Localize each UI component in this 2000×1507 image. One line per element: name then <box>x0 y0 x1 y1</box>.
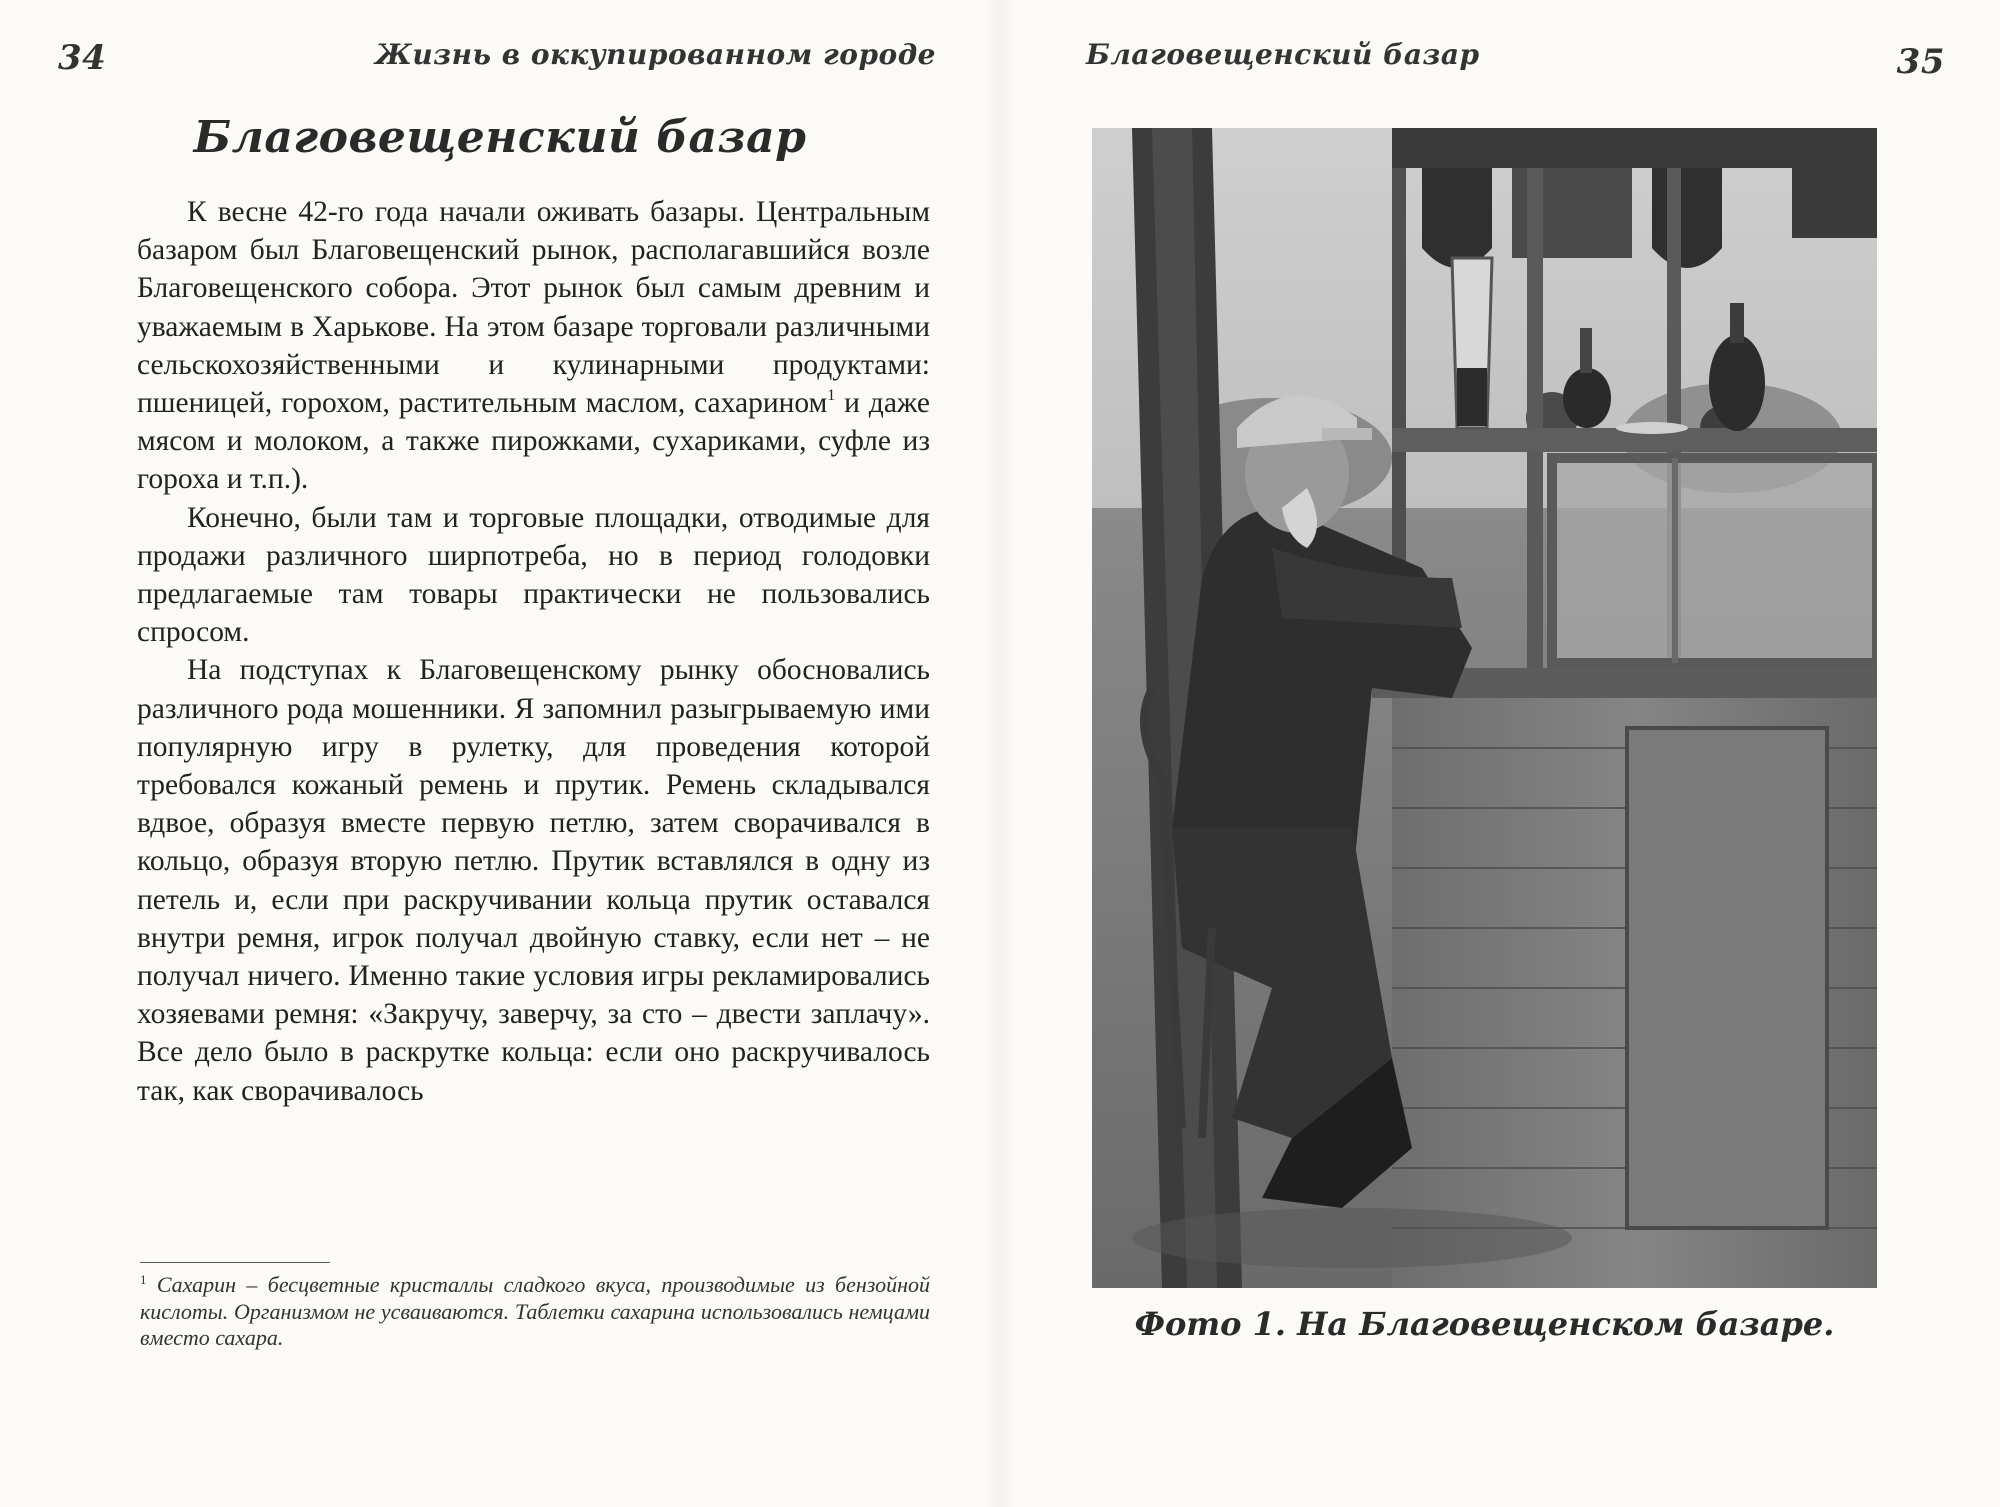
photo-caption: Фото 1. На Благовещенском базаре. <box>1134 1305 1835 1343</box>
running-head-left: Жизнь в оккупированном городе <box>375 38 936 71</box>
footnote-rule <box>140 1262 330 1263</box>
footnote <box>140 1272 930 1352</box>
paragraph-1-text-cont: и даже мясом и молоком, а также пирожками, сухариками, суфле из гороха и т.п.). <box>137 387 930 496</box>
page-number-left: 34 <box>58 38 107 78</box>
footnote-text: Сахарин – бесцветные кристаллы сладкого вкуса, производимые из бензойной кислоты. Организмом не усваиваются. Таблетки сахарина использовались немцами вместо сахара. <box>140 1272 930 1350</box>
paragraph-1 <box>137 193 930 499</box>
paragraph-1-text: К весне 42-го года начали оживать базары. Центральным базаром был Благовещенский рынок, располагавшийся возле Благовещенского собора. Этот рынок был самым древним и уважаемым в Харькове. На этом базаре торговали различными сельскохозяйственными и кулинарными продуктами: пшеницей, горохом, растительным маслом, сахарином <box>137 196 930 420</box>
page-number-right: 35 <box>1896 42 1945 82</box>
market-photo-illustration <box>1092 128 1877 1288</box>
running-head-right: Благовещенский базар <box>1086 38 1480 71</box>
footnote-ref: 1 <box>827 387 836 405</box>
chapter-title: Благовещенский базар <box>193 112 807 163</box>
paragraph-3: На подступах к Благовещенскому рынку обосновались различного рода мошенники. Я запомнил разыгрываемую ими популярную игру в рулетку, для проведения которой требовался кожаный ремень и прутик. Ремень складывался вдвое, образуя вместе первую петлю, затем сворачивался в кольцо, образуя вторую петлю. Прутик вставлялся в одну из петель и, если при раскручивании кольца прутик оставался внутри ремня, игрок получал двойную ставку, если нет – не получал ничего. Именно такие условия игры рекламировались хозяевами ремня: «Закручу, заверчу, за сто – двести заплачу». Все дело было в раскрутке кольца: если оно раскручивалось так, как сворачивалось <box>137 654 930 1107</box>
body-text <box>137 193 930 1110</box>
paragraph-2: Конечно, были там и торговые площадки, отводимые для продажи различного ширпотреба, но в период голодовки предлагаемые там товары практически не пользовались спросом. <box>137 501 930 649</box>
right-page <box>1000 0 2000 1507</box>
footnote-marker: 1 <box>140 1272 147 1287</box>
market-photo <box>1092 128 1877 1288</box>
